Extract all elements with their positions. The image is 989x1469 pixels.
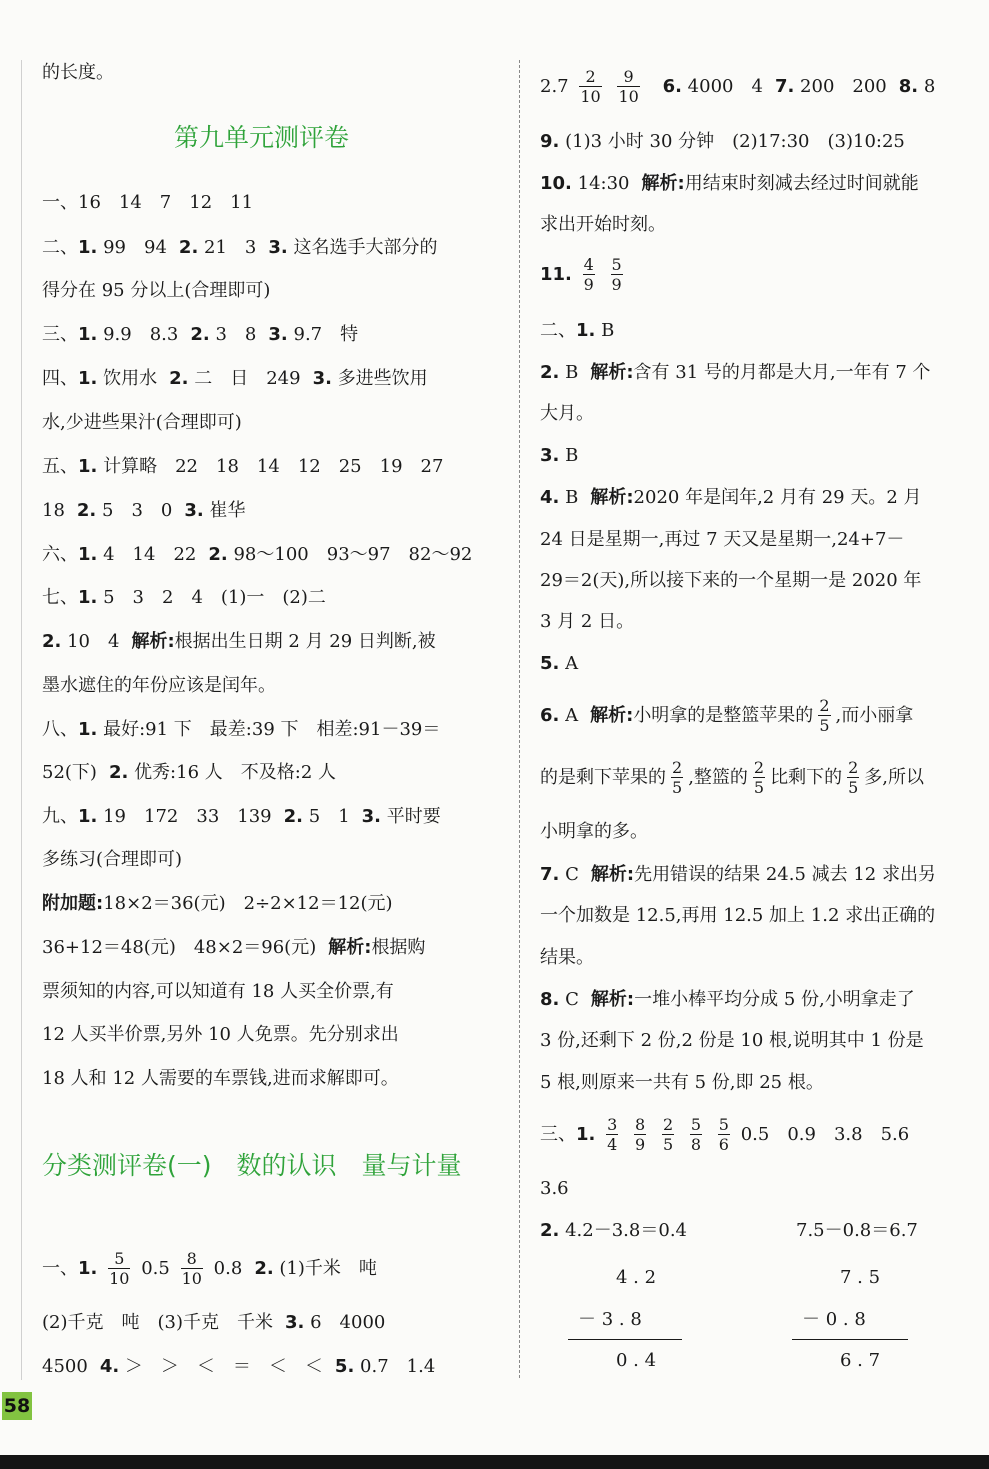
- q-number: 8.: [898, 76, 919, 97]
- answer-text: 0.5 0.9 3.8 5.6: [740, 1124, 910, 1145]
- answer-text: 崔华: [209, 500, 246, 521]
- answer-text: 根据购: [371, 937, 426, 958]
- fraction: $\frac{5}{6}$: [718, 1115, 729, 1154]
- answer-text: 2.7: [540, 76, 569, 97]
- answer-text: 21 3: [204, 237, 257, 258]
- answer-text: 饮用水: [103, 368, 158, 389]
- answer-line-5: [42, 454, 443, 480]
- answer-text: 9.7 特: [293, 324, 359, 345]
- text-line: 5 根,则原来一共有 5 份,即 25 根。: [540, 1072, 824, 1093]
- part-label: 六、: [42, 544, 78, 565]
- fraction: $\frac{5}{8}$: [690, 1115, 702, 1154]
- answer-text: 平时要: [386, 806, 441, 827]
- answer-text: 5 1: [308, 806, 350, 827]
- answer-text: B: [565, 445, 579, 466]
- part-label: 三、: [540, 1124, 576, 1145]
- bottom-scan-edge: [0, 1455, 989, 1469]
- fraction: $\frac{9}{10}$: [618, 67, 639, 106]
- answer-text: B: [601, 320, 615, 341]
- section-title-unit9: 第九单元测评卷: [174, 123, 350, 152]
- answer-text: 先用错误的结果 24.5 减去 12 求出另: [634, 864, 936, 885]
- q-number: 2.: [190, 324, 210, 345]
- answer-text: 0.5: [141, 1258, 170, 1279]
- part-label: 一、: [42, 1258, 78, 1279]
- answer-line-s2-8: [540, 987, 915, 1013]
- q-number: 4.: [99, 1356, 120, 1377]
- answer-text: 99 94: [103, 237, 167, 258]
- answer-line-5b: [42, 498, 245, 524]
- answer-line-s2-6: [540, 696, 913, 736]
- answer-line-8: [42, 717, 440, 743]
- text-line: 结果。: [540, 947, 594, 968]
- answer-line-b3: [42, 1354, 435, 1380]
- q-number: 1.: [576, 320, 596, 341]
- bonus-line: [42, 891, 393, 917]
- q-number: 1.: [78, 456, 98, 477]
- q-number: 1.: [78, 806, 98, 827]
- analysis-label: 解析:: [328, 937, 372, 958]
- q-number: 2.: [169, 368, 189, 389]
- answer-text: 这名选手大部分的: [293, 237, 438, 258]
- analysis-label: 解析:: [590, 864, 635, 885]
- fraction: $\frac{3}{4}$: [607, 1115, 618, 1154]
- right-column: [540, 0, 989, 1400]
- fraction: $\frac{5}{10}$: [109, 1249, 130, 1288]
- answer-text: 一堆小棒平均分成 5 份,小明拿走了: [634, 989, 915, 1010]
- q-number: 9.: [540, 131, 560, 152]
- answer-text: C: [565, 989, 579, 1010]
- text-line: 水,少进些果汁(合理即可): [42, 412, 242, 433]
- answer-line-9: [42, 804, 441, 830]
- answer-line-s2-4: [540, 485, 922, 511]
- analysis-label: 解析:: [590, 989, 635, 1010]
- answer-text: 98～100 93～97 82～92: [233, 544, 473, 565]
- fraction: $\frac{2}{5}$: [672, 758, 683, 797]
- answer-text: 小明拿的是整篮苹果的: [633, 705, 814, 726]
- answer-line-8b: [42, 760, 336, 786]
- answer-line-3: [42, 322, 358, 348]
- q-number: 3.: [184, 500, 204, 521]
- fraction: $\frac{2}{5}$: [819, 696, 830, 735]
- text-line: 小明拿的多。: [540, 821, 648, 842]
- answer-text: ,整篮的: [688, 767, 748, 788]
- answer-text: 4500: [42, 1356, 88, 1377]
- answer-text: 5 3 2 4 (1)一 (2)二: [103, 587, 326, 608]
- answer-line-s2-6b: [540, 758, 924, 798]
- section-title-classified-1: 分类测评卷(一) 数的认识 量与计量: [42, 1151, 462, 1180]
- part-label: 二、: [42, 237, 78, 258]
- text-line: 一个加数是 12.5,再用 12.5 加上 1.2 求出正确的: [540, 905, 936, 926]
- q-number: 2.: [76, 500, 97, 521]
- page-edge-line: [21, 60, 22, 1380]
- q-number: 7.: [540, 864, 560, 885]
- vertical-calc-result: 0 . 4: [616, 1350, 657, 1371]
- part-label: 八、: [42, 719, 78, 740]
- page-number: 58: [2, 1392, 32, 1420]
- part-label: 五、: [42, 456, 78, 477]
- q-number: 3.: [268, 324, 288, 345]
- calc-rule: [792, 1339, 908, 1340]
- fraction: $\frac{2}{5}$: [753, 758, 765, 797]
- answer-text: 二 日 249: [194, 368, 301, 389]
- answer-text: 200 200: [800, 76, 887, 97]
- analysis-label: 解析:: [641, 173, 685, 194]
- answer-text: 16 14 7 12 11: [78, 192, 254, 213]
- answer-text: 2020 年是闰年,2 月有 29 天。2 月: [633, 487, 922, 508]
- q-number: 3.: [285, 1312, 305, 1333]
- text-line: 票须知的内容,可以知道有 18 人买全价票,有: [42, 981, 394, 1002]
- answer-text: 0.8: [213, 1258, 243, 1279]
- fraction: $\frac{8}{9}$: [635, 1115, 646, 1154]
- q-number: 6.: [540, 705, 560, 726]
- equation: 7.5－0.8＝6.7: [796, 1220, 918, 1241]
- vertical-calc-result: 6 . 7: [840, 1350, 881, 1371]
- answer-text: 的是剩下苹果的: [540, 767, 666, 788]
- answer-text: B: [565, 487, 579, 508]
- q-number: 11.: [540, 264, 572, 285]
- answer-line-s2-2: [540, 360, 931, 386]
- answer-text: 用结束时刻减去经过时间就能: [684, 173, 919, 194]
- answer-text: 3 8: [215, 324, 257, 345]
- equation: 4.2－3.8＝0.4: [565, 1220, 687, 1241]
- fraction: $\frac{8}{10}$: [181, 1249, 202, 1288]
- analysis-label: 解析:: [131, 631, 175, 652]
- part-label: 一、: [42, 192, 78, 213]
- answer-text: (1)千米 吨: [279, 1258, 377, 1279]
- answer-line-s2-7: [540, 862, 936, 888]
- answer-line-7: [42, 585, 326, 611]
- answer-text: 最好:91 下 最差:39 下 相差:91－39＝: [103, 719, 441, 740]
- answer-line-s2-5: [540, 651, 578, 677]
- answer-text: 52(下): [42, 762, 97, 783]
- q-number: 1.: [78, 587, 98, 608]
- q-number: 7.: [774, 76, 795, 97]
- bonus-line-2: [42, 935, 425, 961]
- text-line: 12 人买半价票,另外 10 人免票。先分别求出: [42, 1024, 399, 1045]
- q-number: 2.: [540, 362, 560, 383]
- part-label: 七、: [42, 587, 78, 608]
- bonus-label: 附加题:: [42, 893, 104, 914]
- answer-line-1: [42, 190, 253, 216]
- text-line: 多练习(合理即可): [42, 849, 183, 870]
- fraction: $\frac{2}{10}$: [580, 67, 601, 106]
- analysis-label: 解析:: [590, 487, 634, 508]
- answer-line-s2: [540, 318, 614, 344]
- q-number: 3.: [312, 368, 332, 389]
- q-number: 1.: [576, 1124, 596, 1145]
- text-line: 3 月 2 日。: [540, 611, 635, 632]
- answer-line-7b: [42, 629, 436, 655]
- answer-line-4: [42, 366, 428, 392]
- q-number: 1.: [78, 719, 98, 740]
- answer-text: 优秀:16 人 不及格:2 人: [134, 762, 336, 783]
- answer-text: (1)3 小时 30 分钟 (2)17:30 (3)10:25: [565, 131, 905, 152]
- text-line: 3.6: [540, 1178, 569, 1199]
- q-number: 2.: [254, 1258, 274, 1279]
- answer-line-r4: [540, 256, 628, 294]
- q-number: 4.: [540, 487, 560, 508]
- answer-text: 6 4000: [310, 1312, 386, 1333]
- answer-text: 4 14 22: [103, 544, 197, 565]
- text-line: 3 份,还剩下 2 份,2 份是 10 根,说明其中 1 份是: [540, 1030, 924, 1051]
- answer-text: 0.7 1.4: [360, 1356, 436, 1377]
- q-number: 5.: [334, 1356, 355, 1377]
- vertical-calc-subtrahend: － 3 . 8: [578, 1309, 642, 1330]
- q-number: 1.: [78, 544, 98, 565]
- fraction: $\frac{4}{9}$: [583, 255, 594, 294]
- answer-text: (2)千克 吨 (3)千克 千米: [42, 1312, 273, 1333]
- answer-text: A: [565, 705, 579, 726]
- answer-line-6: [42, 542, 472, 568]
- q-number: 5.: [540, 653, 560, 674]
- answer-text: ＞ ＞ ＜ ＝ ＜ ＜: [124, 1356, 323, 1377]
- answer-line-s3: [540, 1115, 909, 1155]
- answer-line-2: [42, 235, 438, 261]
- text-line: 得分在 95 分以上(合理即可): [42, 280, 271, 301]
- answer-text: 10 4: [67, 631, 120, 652]
- answer-line-b2: [42, 1310, 385, 1336]
- fraction: $\frac{2}{5}$: [848, 758, 859, 797]
- q-number: 1.: [78, 1258, 98, 1279]
- answer-text: 含有 31 号的月都是大月,一年有 7 个: [633, 362, 931, 383]
- answer-line-r3: [540, 171, 919, 197]
- q-number: 10.: [540, 173, 572, 194]
- answer-text: 5 3 0: [102, 500, 173, 521]
- part-label: 二、: [540, 320, 576, 341]
- q-number: 8.: [540, 989, 560, 1010]
- vertical-calc-subtrahend: － 0 . 8: [802, 1309, 866, 1330]
- part-label: 四、: [42, 368, 78, 389]
- answer-text: 19 172 33 139: [103, 806, 272, 827]
- answer-text: B: [565, 362, 579, 383]
- q-number: 2.: [42, 631, 62, 652]
- answer-text: 比剩下的: [770, 767, 843, 788]
- answer-text: 36+12＝48(元) 48×2＝96(元): [42, 937, 317, 958]
- vertical-calc-top: 7 . 5: [840, 1267, 881, 1288]
- answer-text: A: [565, 653, 579, 674]
- q-number: 2.: [178, 237, 199, 258]
- text-line: 29＝2(天),所以接下来的一个星期一是 2020 年: [540, 570, 922, 591]
- q-number: 3.: [268, 237, 288, 258]
- q-number: 3.: [361, 806, 382, 827]
- text-line: 18 人和 12 人需要的车票钱,进而求解即可。: [42, 1068, 399, 1089]
- text-line: 大月。: [540, 403, 594, 424]
- q-number: 2.: [108, 762, 129, 783]
- answer-line-b1: [42, 1250, 377, 1288]
- text-line: 墨水遮住的年份应该是闰年。: [42, 675, 276, 696]
- calc-rule: [568, 1339, 682, 1340]
- text-line: 的长度。: [42, 62, 114, 83]
- answer-text: ,而小丽拿: [835, 705, 914, 726]
- fraction: $\frac{2}{5}$: [662, 1115, 674, 1154]
- text-line: 求出开始时刻。: [540, 214, 666, 235]
- answer-line-s2-3: [540, 443, 578, 469]
- analysis-label: 解析:: [590, 362, 634, 383]
- answer-text: 18×2＝36(元) 2÷2×12＝12(元): [103, 893, 393, 914]
- vertical-calc-top: 4 . 2: [616, 1267, 657, 1288]
- q-number: 1.: [78, 237, 98, 258]
- part-label: 九、: [42, 806, 78, 827]
- q-number: 2.: [283, 806, 304, 827]
- answer-text: 9.9 8.3: [103, 324, 179, 345]
- answer-text: 4000 4: [687, 76, 763, 97]
- answer-text: 14:30: [577, 173, 630, 194]
- q-number: 6.: [662, 76, 682, 97]
- q-number: 1.: [78, 368, 98, 389]
- answer-text: 8: [923, 76, 936, 97]
- fraction: $\frac{5}{9}$: [611, 255, 622, 294]
- answer-text: C: [565, 864, 579, 885]
- q-number: 2.: [540, 1220, 560, 1241]
- analysis-label: 解析:: [590, 705, 634, 726]
- part-label: 三、: [42, 324, 78, 345]
- answer-line-r1: [540, 68, 935, 106]
- q-number: 3.: [540, 445, 560, 466]
- answer-text: 多进些饮用: [337, 368, 428, 389]
- answer-text: 18: [42, 500, 65, 521]
- answer-text: 多,所以: [864, 767, 925, 788]
- q-number: 2.: [208, 544, 228, 565]
- column-divider: [519, 60, 520, 1378]
- answer-text: 计算略 22 18 14 12 25 19 27: [103, 456, 444, 477]
- answer-line-r2: [540, 129, 905, 155]
- answer-text: 根据出生日期 2 月 29 日判断,被: [174, 631, 436, 652]
- answer-line-s3-2: [540, 1218, 687, 1244]
- q-number: 1.: [78, 324, 98, 345]
- text-line: 24 日是星期一,再过 7 天又是星期一,24+7－: [540, 529, 905, 550]
